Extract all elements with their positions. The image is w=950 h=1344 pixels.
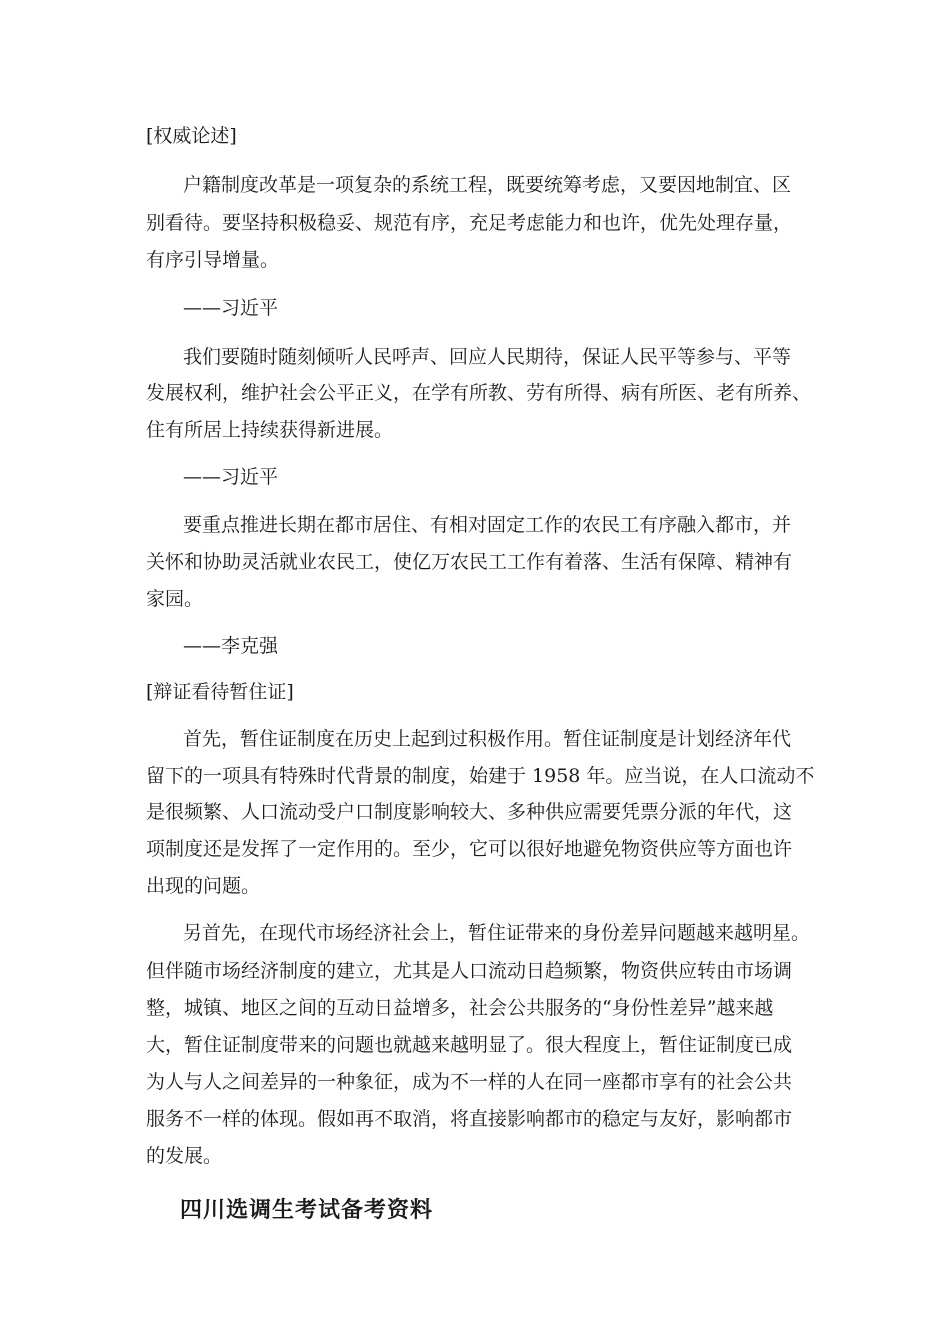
quote1-line: 户籍制度改革是一项复杂的系统工程，既要统筹考虑，又要因地制宜、区 [183,174,792,196]
quote2-line: 我们要随时随刻倾听人民呼声、回应人民期待，保证人民平等参与、平等 [183,346,792,368]
para1-line: 留下的一项具有特殊时代背景的制度，始建于 1958 年。应当说，在人口流动不 [146,765,815,787]
footer-heading: 四川选调生考试备考资料 [180,1198,434,1223]
para2-line: 整，城镇、地区之间的互动日益增多，社会公共服务的“身份性差异”越来越 [146,997,774,1019]
para2-line: 但伴随市场经济制度的建立，尤其是人口流动日趋频繁，物资供应转由市场调 [146,960,793,982]
para2-line: 另首先，在现代市场经济社会上，暂住证带来的身份差异问题越来越明星。 [183,922,811,944]
para1-line: 首先，暂住证制度在历史上起到过积极作用。暂住证制度是计划经济年代 [183,728,792,750]
para1-line: 出现的问题。 [146,875,261,897]
para1-line: 项制度还是发挥了一定作用的。至少，它可以很好地避免物资供应等方面也许 [146,838,793,860]
para2-line: 大，暂住证制度带来的问题也就越来越明显了。很大程度上，暂住证制度已成 [146,1034,793,1056]
para2-line: 的发展。 [146,1145,223,1167]
quote2-line: 发展权利，维护社会公平正义，在学有所教、劳有所得、病有所医、老有所养、 [146,382,812,404]
quote3-line: 关怀和协助灵活就业农民工，使亿万农民工工作有着落、生活有保障、精神有 [146,551,793,573]
section-title-authority: [权威论述] [146,125,237,147]
quote1-line: 有序引导增量。 [146,249,280,271]
quote1-source: ——习近平 [183,297,279,319]
quote2-line: 住有所居上持续获得新进展。 [146,419,394,441]
quote3-source: ——李克强 [183,635,279,657]
para2-line: 为人与人之间差异的一种象征，成为不一样的人在同一座都市享有的社会公共 [146,1071,793,1093]
para1-line: 是很频繁、人口流动受户口制度影响较大、多种供应需要凭票分派的年代，这 [146,801,793,823]
quote3-line: 要重点推进长期在都市居住、有相对固定工作的农民工有序融入都市，并 [183,514,792,536]
quote1-line: 别看待。要坚持积极稳妥、规范有序，充足考虑能力和也许，优先处理存量， [146,212,793,234]
quote3-line: 家园。 [146,588,204,610]
quote2-source: ——习近平 [183,466,279,488]
para2-line: 服务不一样的体现。假如再不取消，将直接影响都市的稳定与友好，影响都市 [146,1108,793,1130]
section-title-dialectic: [辩证看待暂住证] [146,681,294,703]
